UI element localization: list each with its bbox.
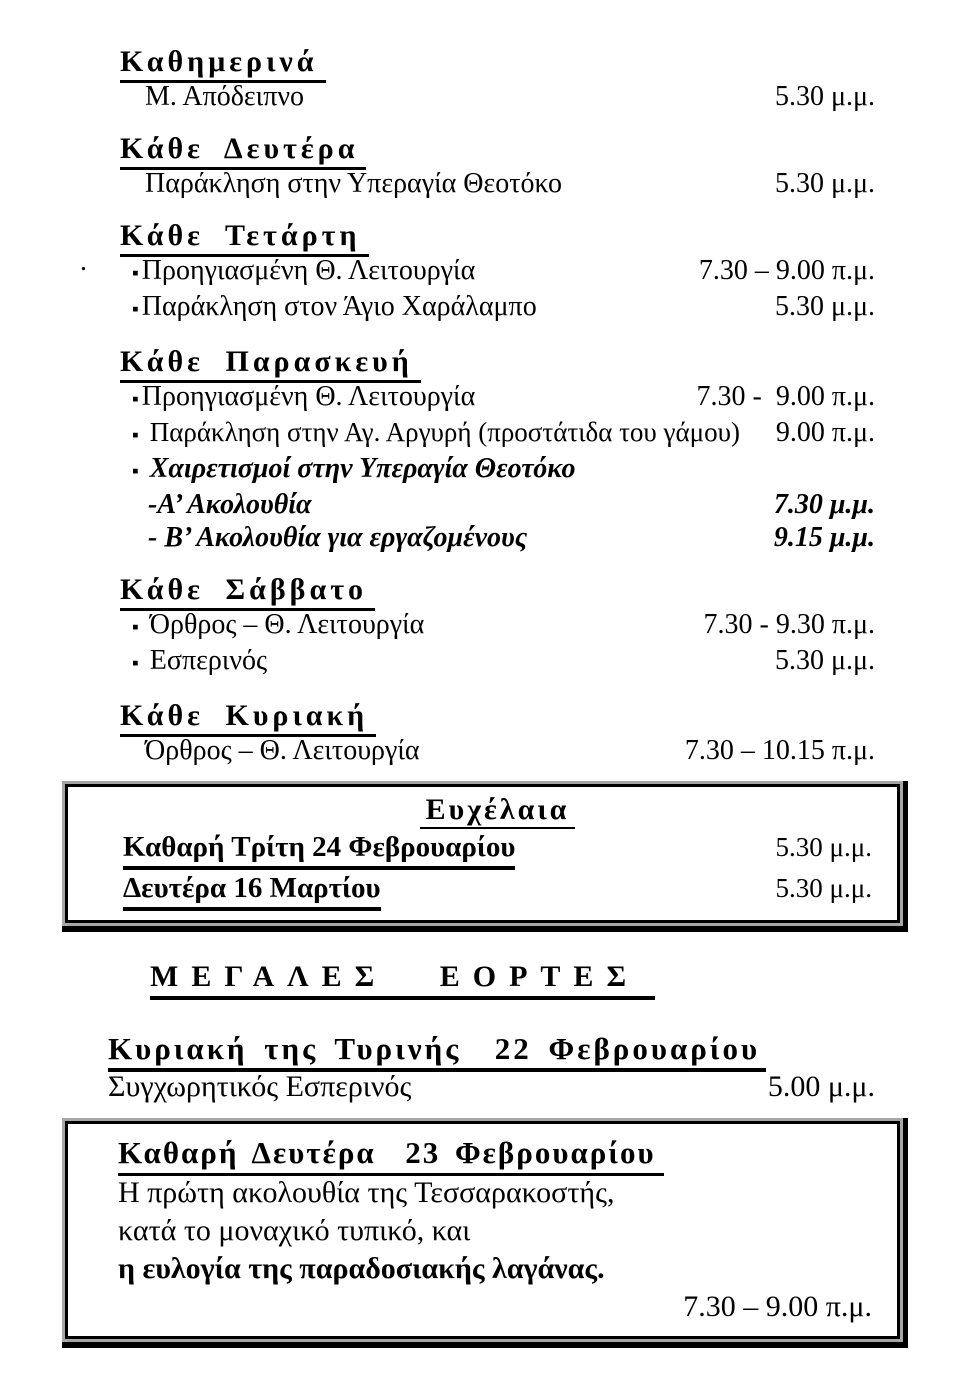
section-heading-text: Κάθε Παρασκευή [120, 345, 421, 383]
service-name: Συγχωρητικός Εσπερινός [108, 1070, 412, 1103]
efchelaia-date: Δευτέρα 16 Μαρτίου [123, 870, 381, 911]
service-name-text: Προηγιασμένη Θ. Λειτουργία [141, 255, 476, 286]
stray-period: . [80, 246, 87, 277]
section-heading [120, 344, 875, 380]
schedule-row [120, 380, 875, 416]
section-friday [120, 344, 875, 554]
section-heading-text: Καθημερινά [120, 45, 326, 83]
schedule-row [120, 416, 875, 452]
schedule-row [120, 452, 875, 488]
service-time: 5.30 μ.μ. [774, 168, 875, 199]
service-name [120, 644, 267, 680]
efchelaia-title-row [123, 791, 872, 829]
service-time: 9.00 π.μ. [775, 417, 875, 448]
kathara-deftera-heading-row [118, 1132, 872, 1174]
section-heading-text: Κάθε Σάββατο [120, 573, 375, 611]
description-line-bold: η ευλογία της παραδοσιακής λαγάνας. [118, 1252, 605, 1285]
service-name-text: Παράκληση στην Αγ. Αργυρή (προστάτιδα του γάμου) [149, 417, 740, 447]
service-name [120, 290, 537, 326]
service-name [120, 416, 740, 452]
schedule-row [120, 80, 875, 113]
section-heading [120, 218, 875, 254]
square-bullet-icon: ▪ [132, 653, 139, 674]
section-monday [120, 131, 875, 200]
square-bullet-icon: ▪ [132, 461, 139, 482]
schedule-row [120, 734, 875, 767]
efchelaia-time: 5.30 μ.μ. [775, 832, 872, 862]
service-time: 5.00 μ.μ. [767, 1070, 875, 1103]
service-time: 7.30 – 10.15 π.μ. [684, 735, 875, 766]
tyrinis-heading-row [108, 1030, 875, 1068]
section-heading [120, 131, 875, 167]
service-name-text: Παράκληση στον Άγιο Χαράλαμπο [141, 291, 537, 322]
service-name: Παράκληση στην Υπεραγία Θεοτόκο [145, 168, 563, 199]
service-time: 7.30 μ.μ. [773, 489, 875, 520]
service-time: 7.30 - 9.30 π.μ. [703, 609, 875, 640]
section-saturday [120, 572, 875, 680]
service-name [120, 452, 576, 488]
square-bullet-icon: ▪ [132, 389, 139, 410]
service-name-text: Όρθρος – Θ. Λειτουργία [149, 609, 425, 640]
efchelaia-title: Ευχέλαια [420, 793, 576, 829]
service-time: 7.30 – 9.00 π.μ. [698, 255, 875, 286]
section-heading-text: Κάθε Κυριακή [120, 699, 376, 737]
service-name-text: Χαιρετισμοί στην Υπεραγία Θεοτόκο [149, 453, 576, 484]
section-wednesday [120, 218, 875, 326]
section-sunday [120, 698, 875, 767]
section-heading [120, 698, 875, 734]
section-heading [120, 572, 875, 608]
section-heading-text: Κάθε Τετάρτη [120, 219, 369, 257]
kathara-deftera-box-inner [65, 1121, 900, 1339]
section-heading-text: Κάθε Δευτέρα [120, 132, 366, 170]
kathara-deftera-box [62, 1118, 908, 1348]
tyrinis-heading: Κυριακή της Τυρινής 22 Φεβρουαρίου [108, 1031, 766, 1072]
schedule-row [120, 644, 875, 680]
efchelaia-row [123, 870, 872, 911]
square-bullet-icon: ▪ [132, 425, 139, 446]
section-tyrinis-sunday [108, 1030, 875, 1106]
service-name [120, 254, 475, 290]
schedule-row [120, 521, 875, 554]
schedule-row [108, 1068, 875, 1106]
section-heading [120, 44, 875, 80]
kathara-deftera-heading: Καθαρή Δευτέρα 23 Φεβρουαρίου [118, 1135, 664, 1176]
service-time: 5.30 μ.μ. [774, 81, 875, 112]
description-line: Η πρώτη ακολουθία της Τεσσαρακοστής, [118, 1176, 615, 1209]
service-name: Μ. Απόδειπνο [145, 81, 304, 112]
efchelaia-time: 5.30 μ.μ. [775, 873, 872, 903]
efchelaia-row [123, 829, 872, 870]
service-time: 7.30 – 9.00 π.μ. [683, 1290, 872, 1323]
description-line: κατά το μοναχικό τυπικό, και [118, 1214, 471, 1247]
schedule-row [120, 290, 875, 326]
service-name [120, 380, 475, 416]
section-daily [120, 44, 875, 113]
efchelaia-box-inner [65, 784, 900, 923]
service-time: 9.15 μ.μ. [773, 522, 875, 553]
square-bullet-icon: ▪ [132, 263, 139, 284]
efchelaia-date: Καθαρή Τρίτη 24 Φεβρουαρίου [123, 829, 515, 870]
service-name: - Β’ Ακολουθία για εργαζομένους [148, 522, 528, 553]
service-time: 7.30 - 9.00 π.μ. [696, 381, 875, 412]
service-name: Όρθρος – Θ. Λειτουργία [145, 735, 420, 766]
service-name-text: Εσπερινός [149, 645, 268, 676]
schedule-row [120, 254, 875, 290]
service-name [120, 608, 424, 644]
service-name: -Α’ Ακολουθία [148, 489, 312, 520]
service-time: 5.30 μ.μ. [774, 291, 875, 322]
schedule-row [120, 488, 875, 521]
schedule-row [120, 167, 875, 200]
square-bullet-icon: ▪ [132, 299, 139, 320]
efchelaia-box [62, 781, 908, 932]
schedule-row [120, 608, 875, 644]
square-bullet-icon: ▪ [132, 617, 139, 638]
service-time: 5.30 μ.μ. [774, 645, 875, 676]
great-feasts-heading: ΜΕΓΑΛΕΣ ΕΟΡΤΕΣ [150, 960, 655, 1000]
great-feasts-heading-row [150, 958, 875, 996]
service-name-text: Προηγιασμένη Θ. Λειτουργία [141, 381, 476, 412]
